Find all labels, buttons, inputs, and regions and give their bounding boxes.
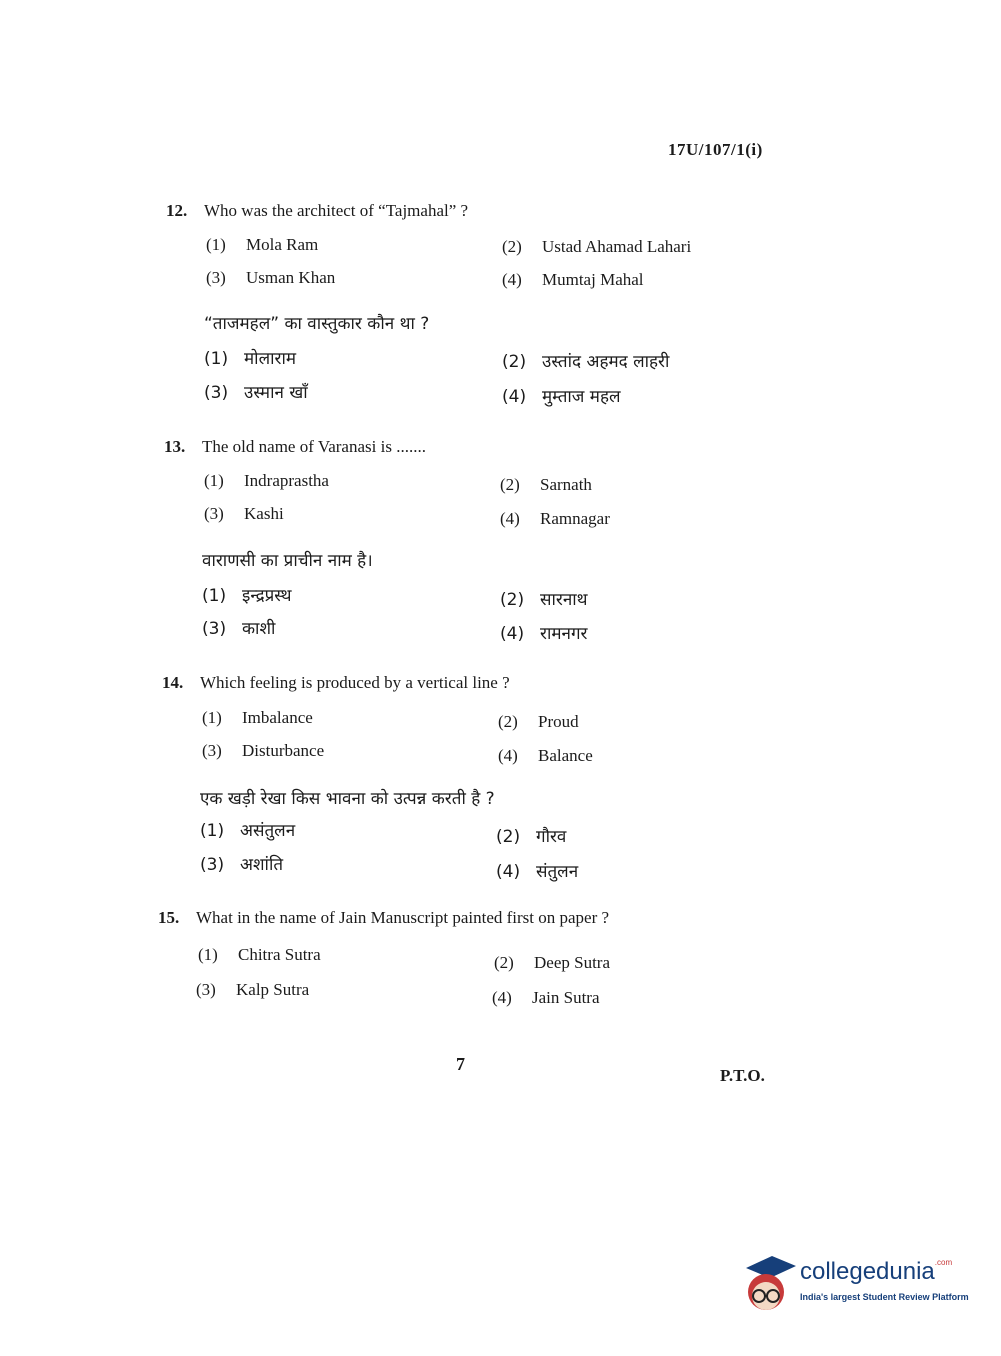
- option-text: मोलाराम: [244, 349, 297, 369]
- option-text: संतुलन: [536, 862, 579, 882]
- question-text-en: What in the name of Jain Manuscript painted first on paper ?: [196, 908, 610, 927]
- option-en: [202, 708, 313, 728]
- question-number: 13.: [164, 437, 186, 456]
- option-number: (4): [498, 746, 518, 765]
- option-en: [198, 945, 321, 965]
- option-en: [498, 746, 593, 766]
- option-number: (2): [502, 237, 522, 256]
- option-en: [500, 475, 592, 495]
- option-text: Imbalance: [242, 708, 313, 727]
- option-number: (2): [502, 352, 527, 372]
- option-hi: [200, 852, 283, 875]
- question-text-en: Which feeling is produced by a vertical line ?: [200, 673, 510, 692]
- question-number: 14.: [162, 673, 184, 692]
- question-number: 12.: [166, 201, 188, 220]
- option-text: असंतुलन: [240, 821, 296, 841]
- option-text: Chitra Sutra: [238, 945, 321, 964]
- option-number: (4): [502, 270, 522, 289]
- option-text: मुम्ताज महल: [542, 387, 621, 407]
- option-en: [196, 980, 309, 1000]
- option-number: (3): [202, 619, 227, 639]
- option-number: (1): [198, 945, 218, 964]
- question-text-hi: “ताजमहल” का वास्तुकार कौन था ?: [204, 314, 430, 334]
- option-en: [502, 237, 691, 257]
- option-number: (1): [200, 821, 225, 841]
- page-number: 7: [456, 1054, 465, 1074]
- option-number: (1): [204, 471, 224, 490]
- question-text-hi: एक खड़ी रेखा किस भावना को उत्पन्न करती है ?: [200, 789, 495, 809]
- option-en: [494, 953, 610, 973]
- option-number: (4): [496, 862, 521, 882]
- option-number: (4): [500, 624, 525, 644]
- option-hi: [500, 587, 588, 610]
- option-text: उस्तांद अहमद लाहरी: [542, 352, 670, 372]
- option-number: (2): [498, 712, 518, 731]
- option-text: Ustad Ahamad Lahari: [542, 237, 692, 256]
- question-text-en: The old name of Varanasi is .......: [202, 437, 426, 456]
- option-number: (2): [496, 827, 521, 847]
- option-text: सारनाथ: [540, 590, 588, 610]
- collegedunia-logo: [742, 1252, 972, 1322]
- option-number: (1): [202, 586, 227, 606]
- question-text-hi: वाराणसी का प्राचीन नाम है।: [202, 551, 373, 571]
- option-hi: [496, 859, 578, 882]
- question-12: [166, 201, 468, 221]
- option-en: [202, 741, 324, 761]
- option-en: [206, 235, 318, 255]
- logo-brand: collegedunia$^{.com}$: [800, 1258, 953, 1285]
- question-text-en: Who was the architect of “Tajmahal” ?: [204, 201, 469, 220]
- option-number: (3): [204, 383, 229, 403]
- logo-tagline: India's largest Student Review Platform: [800, 1292, 969, 1302]
- option-number: (1): [202, 708, 222, 727]
- option-hi: [502, 349, 669, 372]
- option-text: Disturbance: [242, 741, 325, 760]
- option-hi: [204, 380, 308, 403]
- option-en: [206, 268, 335, 288]
- option-number: (4): [492, 988, 512, 1007]
- option-en: [204, 504, 284, 524]
- option-hi: [500, 621, 587, 644]
- option-text: उस्मान खाँ: [244, 383, 308, 403]
- mascot-icon: [742, 1252, 798, 1316]
- option-text: इन्द्रप्रस्थ: [242, 586, 292, 606]
- option-number: (3): [196, 980, 216, 999]
- option-number: (1): [204, 349, 229, 369]
- option-hi: [496, 824, 566, 847]
- option-text: Ramnagar: [540, 509, 610, 528]
- option-number: (2): [500, 475, 520, 494]
- option-en: [498, 712, 579, 732]
- option-number: (3): [202, 741, 222, 760]
- option-text: Indraprastha: [244, 471, 329, 490]
- option-text: Kashi: [244, 504, 284, 523]
- option-number: (3): [206, 268, 226, 287]
- option-hi: [204, 346, 296, 369]
- question-15: [158, 908, 609, 928]
- option-text: Sarnath: [540, 475, 592, 494]
- option-hi: [200, 818, 295, 841]
- option-text: Mumtaj Mahal: [542, 270, 644, 289]
- option-text: गौरव: [536, 827, 567, 847]
- question-14: [162, 673, 510, 693]
- option-hi: [502, 384, 621, 407]
- option-text: Deep Sutra: [534, 953, 611, 972]
- question-13: [164, 437, 426, 457]
- option-text: अशांति: [240, 855, 284, 875]
- option-number: (1): [206, 235, 226, 254]
- option-number: (2): [500, 590, 525, 610]
- paper-code: 17U/107/1(i): [668, 140, 763, 159]
- option-text: Kalp Sutra: [236, 980, 310, 999]
- option-text: Jain Sutra: [532, 988, 600, 1007]
- option-text: Mola Ram: [246, 235, 319, 254]
- option-text: Proud: [538, 712, 579, 731]
- question-number: 15.: [158, 908, 180, 927]
- option-en: [500, 509, 610, 529]
- option-number: (3): [204, 504, 224, 523]
- option-number: (3): [200, 855, 225, 875]
- option-text: काशी: [242, 619, 276, 639]
- option-hi: [202, 616, 275, 639]
- option-en: [502, 270, 644, 290]
- option-en: [492, 988, 600, 1008]
- logo-com: .com: [934, 1258, 953, 1267]
- option-number: (4): [500, 509, 520, 528]
- option-number: (2): [494, 953, 514, 972]
- option-number: (4): [502, 387, 527, 407]
- option-hi: [202, 583, 291, 606]
- option-text: Usman Khan: [246, 268, 336, 287]
- option-en: [204, 471, 329, 491]
- option-text: रामनगर: [540, 624, 588, 644]
- option-text: Balance: [538, 746, 593, 765]
- pto-label: P.T.O.: [720, 1066, 765, 1085]
